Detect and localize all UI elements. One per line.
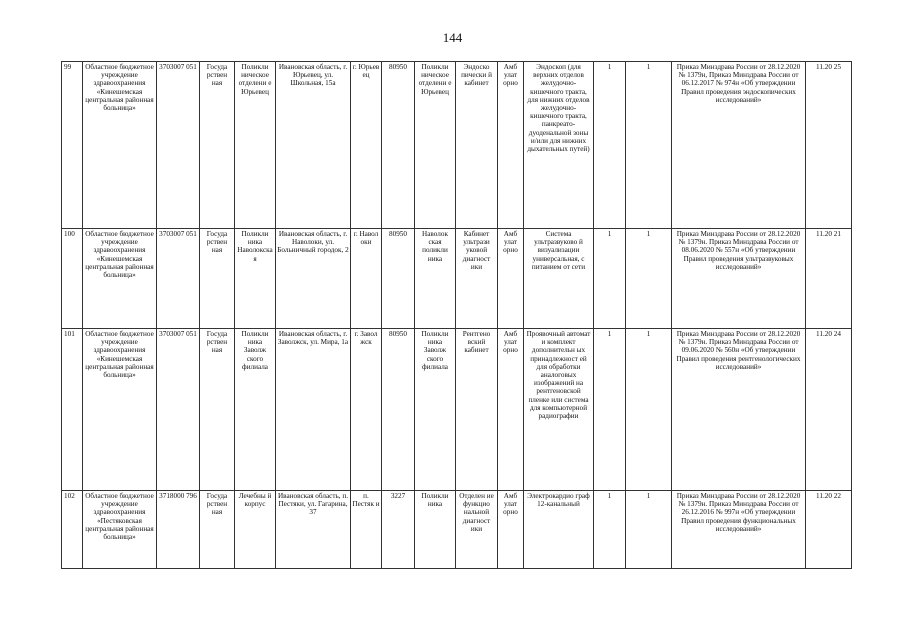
ogrn-code: 3703007 051 (157, 62, 200, 229)
unit-name: Поликли ника Заволж ского филиала (415, 329, 456, 491)
room-name: Рентгено вский кабинет (456, 329, 498, 491)
table-row (62, 62, 852, 229)
regulatory-order: Приказ Минздрава России от 28.12.2020 № 1379н. Приказ Минздрава России от 08.06.2020 № 557н «Об утверждении Правил проведения ультразвуковых исследований» (672, 229, 806, 329)
quantity-required: 1 (594, 491, 626, 569)
equipment-name: Проявочный автомат и комплект дополнительн ых принадлежност ей для обработки аналоговых изображений на рентгеновской пленке или система для компьютерной радиографии (524, 329, 594, 491)
ogrn-code: 3703007 051 (157, 229, 200, 329)
regulatory-order: Приказ Минздрава России от 28.12.2020 № 1379н, Приказ Минздрава России от 06.12.2017 № 974н «Об утверждении Правил проведения эндоскопических исследований» (672, 62, 806, 229)
subdivision-name: Поликли ника Заволж ского филиала (235, 329, 276, 491)
quantity-available: 1 (626, 491, 672, 569)
organization-name: Областное бюджетное учреждение здравоохранения «Кинешемская центральная районная больница» (83, 229, 157, 329)
address: Ивановская область, п. Пестяки, ул. Гагарина, 37 (276, 491, 351, 569)
organization-name: Областное бюджетное учреждение здравоохранения «Кинешемская центральная районная больница» (83, 329, 157, 491)
quantity-required: 1 (594, 62, 626, 229)
locality-code: 80950 (382, 329, 415, 491)
table-row (62, 229, 852, 329)
settlement: г. Завол жск (351, 329, 382, 491)
subdivision-name: Поликли ническое отделени е Юрьевец (235, 62, 276, 229)
settlement: п. Пестяк и (351, 491, 382, 569)
locality-code: 80950 (382, 229, 415, 329)
table-row (62, 329, 852, 491)
equipment-name: Система ультразвуково й визуализации универсальная, с питанием от сети (524, 229, 594, 329)
ogrn-code: 3703007 051 (157, 329, 200, 491)
quantity-required: 1 (594, 329, 626, 491)
settlement: г. Юрьев ец (351, 62, 382, 229)
unit-name: Поликли ника (415, 491, 456, 569)
row-number: 100 (62, 229, 83, 329)
room-name: Кабинет ультрази уковой диагност ики (456, 229, 498, 329)
row-number: 102 (62, 491, 83, 569)
locality-code: 80950 (382, 62, 415, 229)
ownership-form: Госуда рствен ная (200, 329, 235, 491)
quantity-required: 1 (594, 229, 626, 329)
room-name: Отделен ие функцио нальной диагност ики (456, 491, 498, 569)
address: Ивановская область, г. Заволжск, ул. Мира, 1а (276, 329, 351, 491)
locality-code: 3227 (382, 491, 415, 569)
room-name: Эндоско пически й кабинет (456, 62, 498, 229)
regulatory-order: Приказ Минздрава России от 28.12.2020 № 1379н. Приказ Минздрава России от 26.12.2016 № 997н «Об утверждении Правил проведения функциональных исследований» (672, 491, 806, 569)
table-row (62, 491, 852, 569)
organization-name: Областное бюджетное учреждение здравоохранения «Пестяковская центральная районная больница» (83, 491, 157, 569)
planned-date: 11.20 22 (806, 491, 852, 569)
address: Ивановская область, г. Юрьевец, ул. Школьная, 15а (276, 62, 351, 229)
ogrn-code: 3718000 796 (157, 491, 200, 569)
ownership-form: Госуда рствен ная (200, 229, 235, 329)
quantity-available: 1 (626, 229, 672, 329)
row-number: 99 (62, 62, 83, 229)
registry-table (61, 61, 852, 569)
settlement: г. Навол оки (351, 229, 382, 329)
quantity-available: 1 (626, 329, 672, 491)
regulatory-order: Приказ Минздрава России от 28.12.2020 № 1379н. Приказ Минздрава России от 09.06.2020 № 560н «Об утверждении Правил проведения рентгенологических исследований» (672, 329, 806, 491)
address: Ивановская область, г. Наволоки, ул. Больничный городок, 2 (276, 229, 351, 329)
unit-name: Наволок ская поликли ника (415, 229, 456, 329)
subdivision-name: Лечебны й корпус (235, 491, 276, 569)
equipment-name: Эндоскоп (для верхних отделов желудочно-кишечного тракта, для нижних отделов желудочно-кишечного тракта, панкреато-дуоденальной зоны и/или для нижних дыхательных путей) (524, 62, 594, 229)
row-number: 101 (62, 329, 83, 491)
planned-date: 11.20 25 (806, 62, 852, 229)
planned-date: 11.20 24 (806, 329, 852, 491)
care-type: Амб улат орно (498, 491, 524, 569)
care-type: Амб улат орно (498, 229, 524, 329)
quantity-available: 1 (626, 62, 672, 229)
equipment-name: Электрокардио граф 12-канальный (524, 491, 594, 569)
ownership-form: Госуда рствен ная (200, 491, 235, 569)
subdivision-name: Поликли ника Наволокская (235, 229, 276, 329)
care-type: Амб улат орно (498, 62, 524, 229)
planned-date: 11.20 21 (806, 229, 852, 329)
organization-name: Областное бюджетное учреждение здравоохранения «Кинешемская центральная районная больница» (83, 62, 157, 229)
page-number: 144 (442, 30, 463, 45)
ownership-form: Госуда рствен ная (200, 62, 235, 229)
care-type: Амб улат орно (498, 329, 524, 491)
unit-name: Поликли ническое отделени е Юрьевец (415, 62, 456, 229)
